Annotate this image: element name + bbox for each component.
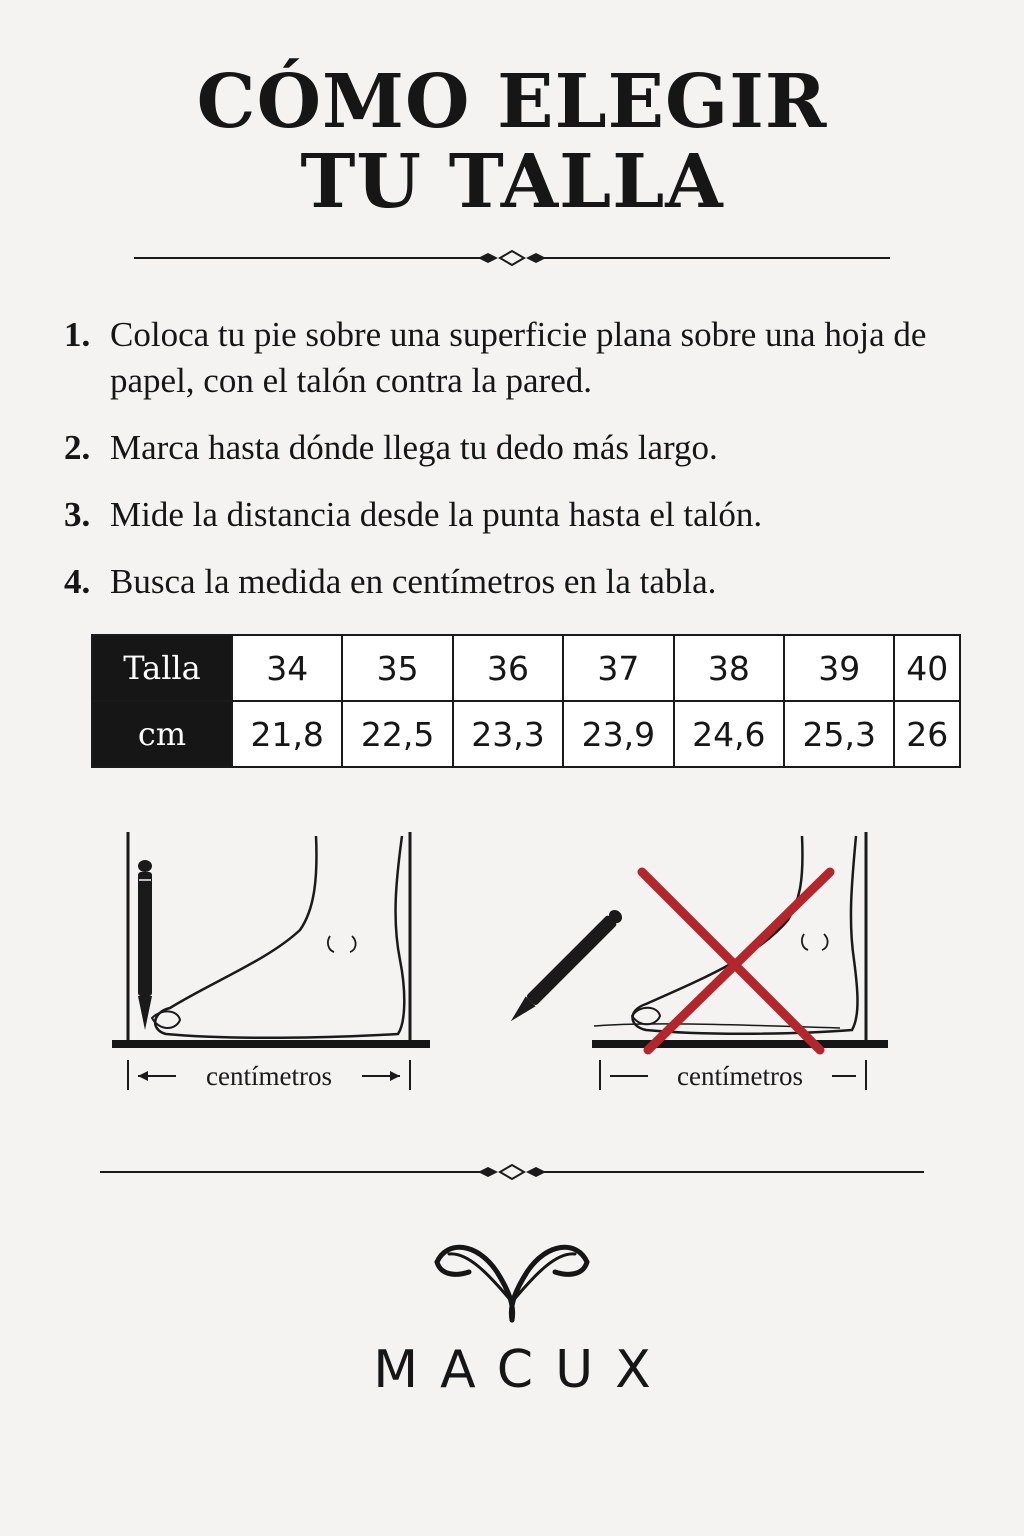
- measurement-illustrations: [0, 820, 1024, 1110]
- cm-cell: 22,5: [342, 701, 452, 767]
- macux-logo-icon: [427, 1232, 597, 1332]
- step-number: 2.: [64, 428, 91, 467]
- cm-cell: 24,6: [674, 701, 784, 767]
- size-cell: 35: [342, 635, 452, 701]
- table-row-sizes: [92, 635, 960, 701]
- cm-cell: 25,3: [784, 701, 894, 767]
- incorrect-method-illustration: [506, 832, 888, 1091]
- list-item: [64, 425, 964, 471]
- ornament-divider-bottom: [0, 1160, 1024, 1184]
- pencil-icon: [506, 907, 625, 1026]
- foot-icon: [155, 836, 404, 1038]
- cm-cell: 23,9: [563, 701, 673, 767]
- row-header-cm: cm: [92, 701, 232, 767]
- step-text: Marca hasta dónde llega tu dedo más largo.: [110, 428, 718, 467]
- ornament-divider-top: [0, 246, 1024, 270]
- step-number: 1.: [64, 315, 91, 354]
- wrong-mark-icon: [642, 872, 830, 1050]
- size-cell: 39: [784, 635, 894, 701]
- instructions-list: [64, 312, 964, 626]
- step-number: 3.: [64, 495, 91, 534]
- correct-method-illustration: [112, 832, 430, 1091]
- size-cell: 40: [894, 635, 960, 701]
- list-item: [64, 559, 964, 605]
- row-header-size: Talla: [92, 635, 232, 701]
- size-cell: 37: [563, 635, 673, 701]
- cm-cell: 26: [894, 701, 960, 767]
- correct-measure-label: centímetros: [206, 1061, 332, 1091]
- step-number: 4.: [64, 562, 91, 601]
- title-line-2: TU TALLA: [300, 139, 724, 225]
- size-cell: 36: [453, 635, 563, 701]
- title-line-1: CÓMO ELEGIR: [196, 59, 828, 145]
- incorrect-measure-label: centímetros: [677, 1061, 803, 1091]
- size-cell: 38: [674, 635, 784, 701]
- size-table: [91, 634, 961, 768]
- page-title: [0, 59, 1024, 225]
- size-cell: 34: [232, 635, 342, 701]
- cm-cell: 23,3: [453, 701, 563, 767]
- brand-name: MACUX: [373, 1340, 673, 1400]
- list-item: [64, 312, 964, 404]
- step-text: Mide la distancia desde la punta hasta el talón.: [110, 495, 763, 534]
- cm-cell: 21,8: [232, 701, 342, 767]
- step-text: Busca la medida en centímetros en la tabla.: [110, 562, 717, 601]
- list-item: [64, 492, 964, 538]
- table-row-cm: [92, 701, 960, 767]
- pencil-icon: [138, 860, 152, 1030]
- step-text: Coloca tu pie sobre una superficie plana sobre una hoja de papel, con el talón contra la pared.: [110, 315, 927, 400]
